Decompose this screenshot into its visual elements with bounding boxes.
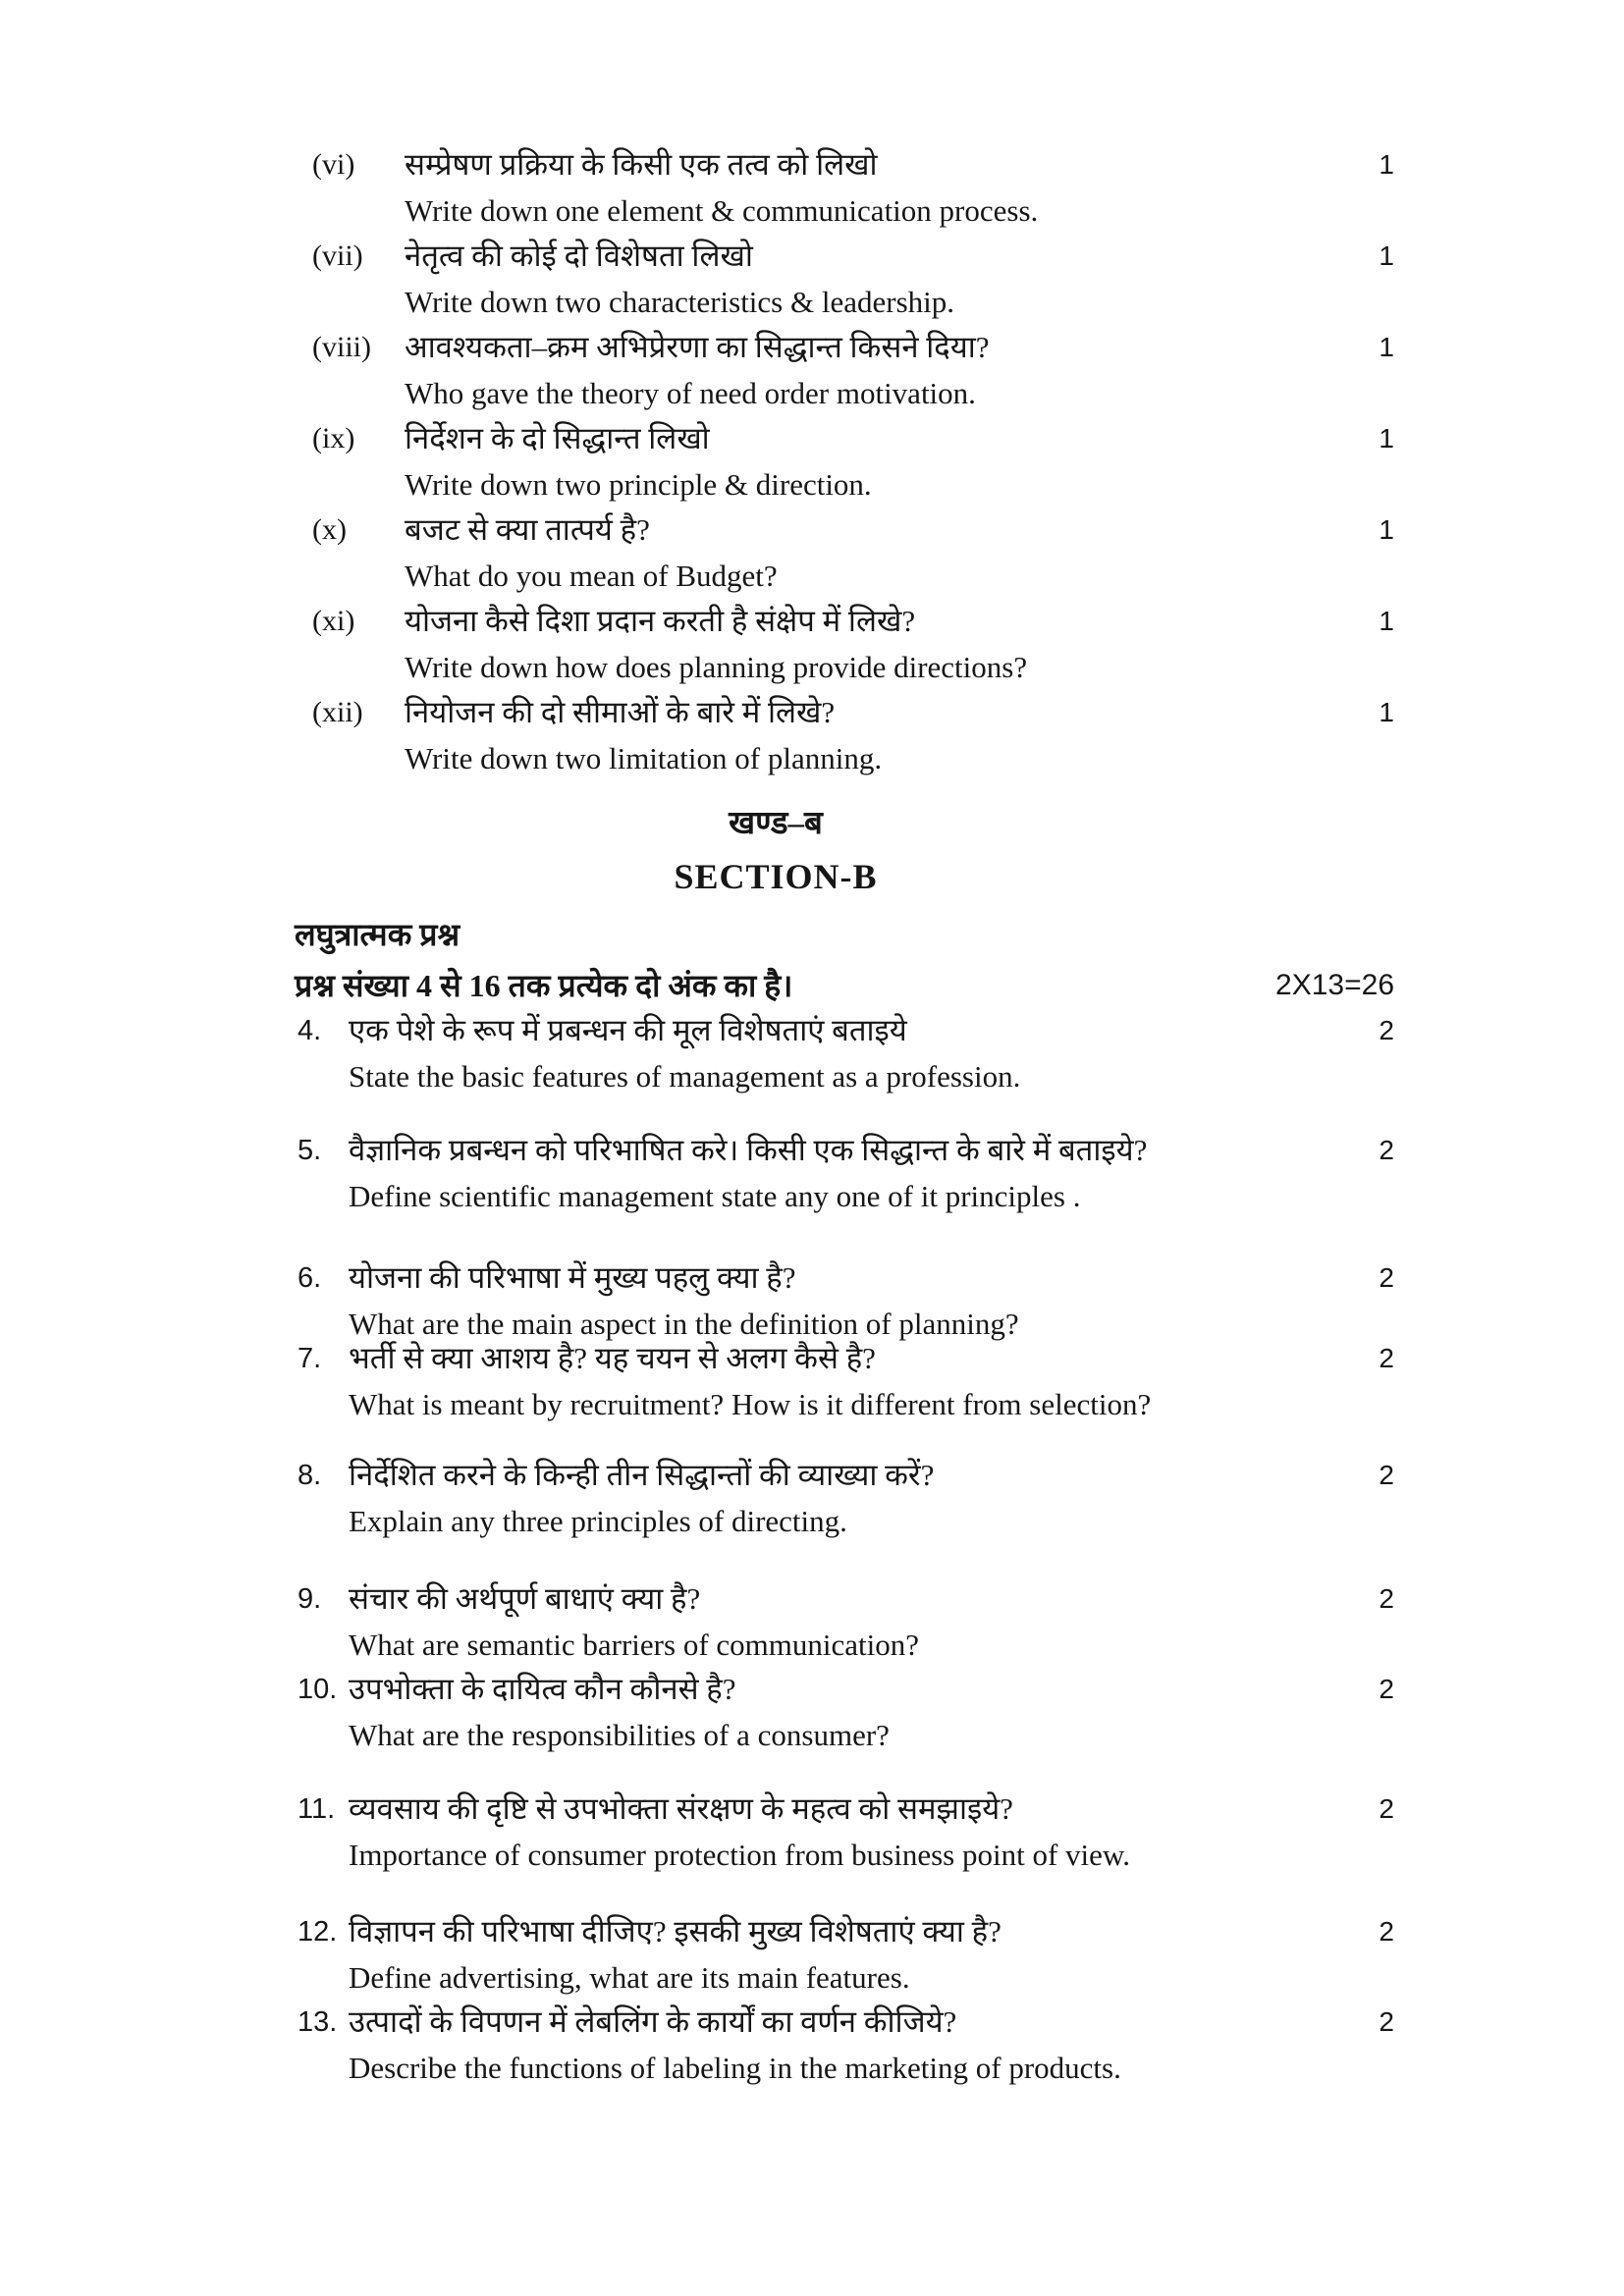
hindi-question-text: नियोजन की दो सीमाओं के बारे में लिखे? (405, 695, 836, 729)
english-question-text: What are semantic barriers of communication? (349, 1628, 919, 1662)
marks-value: 2 (1379, 1916, 1394, 1947)
question-row (295, 2002, 1394, 2049)
roman-label: (ix) (312, 422, 355, 454)
marks-value: 2 (1379, 1343, 1394, 1373)
roman-label: (vii) (312, 240, 363, 272)
english-question-text: What are the responsibilities of a consumer? (349, 1718, 890, 1752)
english-question-text: Importance of consumer protection from business point of view. (349, 1838, 1131, 1872)
english-question-text: Write down two characteristics & leadership. (405, 285, 954, 319)
section-b-question (295, 2002, 1394, 2092)
hindi-question-text: सम्प्रेषण प्रक्रिया के किसी एक तत्व को लिखो (405, 147, 878, 182)
hindi-question-text: उपभोक्ता के दायित्व कौन कौनसे है? (349, 1672, 736, 1706)
hindi-question-text: वैज्ञानिक प्रबन्धन को परिभाषित करे। किसी एक सिद्धान्त के बारे में बताइये? (349, 1133, 1148, 1167)
section-b-question (295, 1789, 1394, 1879)
page-content (295, 145, 1394, 2092)
english-question-text: Write down two principle & direction. (405, 467, 872, 502)
english-question-text: What is meant by recruitment? How is it different from selection? (349, 1387, 1152, 1421)
question-row (295, 1578, 1394, 1626)
roman-label: (xi) (312, 605, 355, 637)
roman-label: (viii) (312, 331, 371, 363)
question-row (295, 1130, 1394, 1177)
instruction-row (295, 963, 1394, 1008)
section-b-question (295, 1578, 1394, 1669)
hindi-question-text: योजना की परिभाषा में मुख्य पहलु क्या है? (349, 1260, 796, 1295)
marks-value: 2 (1379, 1015, 1394, 1045)
question-number: 5. (298, 1135, 322, 1166)
question-number: 8. (298, 1460, 322, 1491)
english-question-text: Write down how does planning provide directions? (405, 650, 1028, 684)
english-question-text: Write down two limitation of planning. (405, 741, 883, 775)
section-b-question (295, 1010, 1394, 1100)
heading-khand-hindi: खण्ड–ब (729, 806, 823, 841)
question-number: 9. (298, 1583, 322, 1615)
hindi-question-text: उत्पादों के विपणन में लेबलिंग के कार्यों का वर्णन कीजिये? (349, 2004, 957, 2039)
section-b-question (295, 1455, 1394, 1545)
hindi-question-text: विज्ञापन की परिभाषा दीजिए? इसकी मुख्य विशेषताएं क्या है? (349, 1914, 1001, 1949)
marks-value: 2 (1379, 1793, 1394, 1824)
question-row (295, 1455, 1394, 1502)
roman-label: (xii) (312, 696, 363, 728)
english-question-text: Explain any three principles of directing. (349, 1504, 847, 1538)
question-number: 10. (298, 1674, 338, 1705)
marks-value: 1 (1379, 606, 1394, 636)
marks-value: 2 (1379, 2006, 1394, 2037)
question-row (295, 328, 1394, 374)
marks-value: 1 (1379, 423, 1394, 454)
heading-section-b: SECTION-B (674, 857, 878, 896)
question-row (295, 237, 1394, 283)
question-row (295, 510, 1394, 557)
section-b-question (295, 1257, 1394, 1348)
question-row (295, 1669, 1394, 1716)
section-a-item (295, 328, 1394, 419)
question-row (295, 1911, 1394, 1958)
section-a-item (295, 237, 1394, 328)
section-b-question (295, 1911, 1394, 2002)
question-row (295, 1257, 1394, 1305)
section-a-item (295, 510, 1394, 602)
question-row (295, 1789, 1394, 1836)
section-b-question (295, 1130, 1394, 1220)
marks-value: 1 (1379, 240, 1394, 271)
hindi-question-text: भर्ती से क्या आशय है? यह चयन से अलग कैसे है? (349, 1341, 876, 1375)
hindi-question-text: आवश्यकता–क्रम अभिप्रेरणा का सिद्धान्त किसने दिया? (405, 330, 990, 364)
marks-value: 2 (1379, 1262, 1394, 1293)
english-question-text: State the basic features of management as a profession. (349, 1059, 1021, 1094)
hindi-question-text: संचार की अर्थपूर्ण बाधाएं क्या है? (349, 1581, 701, 1616)
english-question-text: What are the main aspect in the definition of planning? (349, 1307, 1019, 1341)
marks-value: 2 (1379, 1674, 1394, 1704)
marks-value: 1 (1379, 514, 1394, 545)
question-row (295, 419, 1394, 465)
question-row (295, 145, 1394, 191)
roman-label: (x) (312, 513, 347, 546)
english-question-text: What do you mean of Budget? (405, 559, 778, 593)
english-question-text: Describe the functions of labeling in the marketing of products. (349, 2051, 1121, 2085)
hindi-question-text: बजट से क्या तात्पर्य है? (405, 512, 650, 547)
hindi-question-text: निर्देशन के दो सिद्धान्त लिखो (405, 421, 710, 455)
english-question-text: Write down one element & communication process. (405, 193, 1039, 228)
question-row (295, 1010, 1394, 1057)
hindi-question-text: एक पेशे के रूप में प्रबन्धन की मूल विशेषताएं बताइये (349, 1013, 907, 1047)
section-a-item (295, 419, 1394, 510)
marks-value: 1 (1379, 149, 1394, 180)
question-number: 13. (298, 2006, 338, 2038)
section-b-question (295, 1338, 1394, 1428)
question-number: 7. (298, 1343, 322, 1374)
instruction-text: प्रश्न संख्या 4 से 16 तक प्रत्येक दो अंक का है। (295, 968, 793, 1003)
question-number: 4. (298, 1015, 322, 1046)
english-question-text: Define scientific management state any one of it principles . (349, 1179, 1081, 1213)
hindi-question-text: निर्देशित करने के किन्ही तीन सिद्धान्तों की व्याख्या करें? (349, 1458, 935, 1492)
question-number: 12. (298, 1916, 338, 1948)
question-number: 6. (298, 1262, 322, 1294)
instruction-marks: 2X13=26 (1275, 969, 1394, 1001)
hindi-question-text: योजना कैसे दिशा प्रदान करती है संक्षेप में लिखे? (405, 604, 916, 638)
roman-label: (vi) (312, 148, 355, 181)
marks-value: 2 (1379, 1583, 1394, 1614)
section-b-question (295, 1669, 1394, 1759)
english-question-text: Who gave the theory of need order motivation. (405, 376, 976, 410)
marks-value: 1 (1379, 697, 1394, 727)
question-row (295, 602, 1394, 648)
section-a-item (295, 145, 1394, 237)
question-row (295, 1338, 1394, 1385)
section-a-item (295, 693, 1394, 784)
marks-value: 2 (1379, 1135, 1394, 1165)
question-number: 11. (298, 1793, 336, 1825)
section-a-list (295, 145, 1394, 784)
section-b-list (295, 1010, 1394, 2092)
marks-value: 1 (1379, 332, 1394, 362)
question-row (295, 693, 1394, 739)
section-a-item (295, 602, 1394, 693)
marks-value: 2 (1379, 1460, 1394, 1490)
hindi-question-text: नेतृत्व की कोई दो विशेषता लिखो (405, 239, 753, 273)
hindi-question-text: व्यवसाय की दृष्टि से उपभोक्ता संरक्षण के महत्व को समझाइये? (349, 1791, 1013, 1826)
english-question-text: Define advertising, what are its main features. (349, 1960, 910, 1995)
subheading-short-questions: लघुत्रात्मक प्रश्न (295, 917, 460, 952)
